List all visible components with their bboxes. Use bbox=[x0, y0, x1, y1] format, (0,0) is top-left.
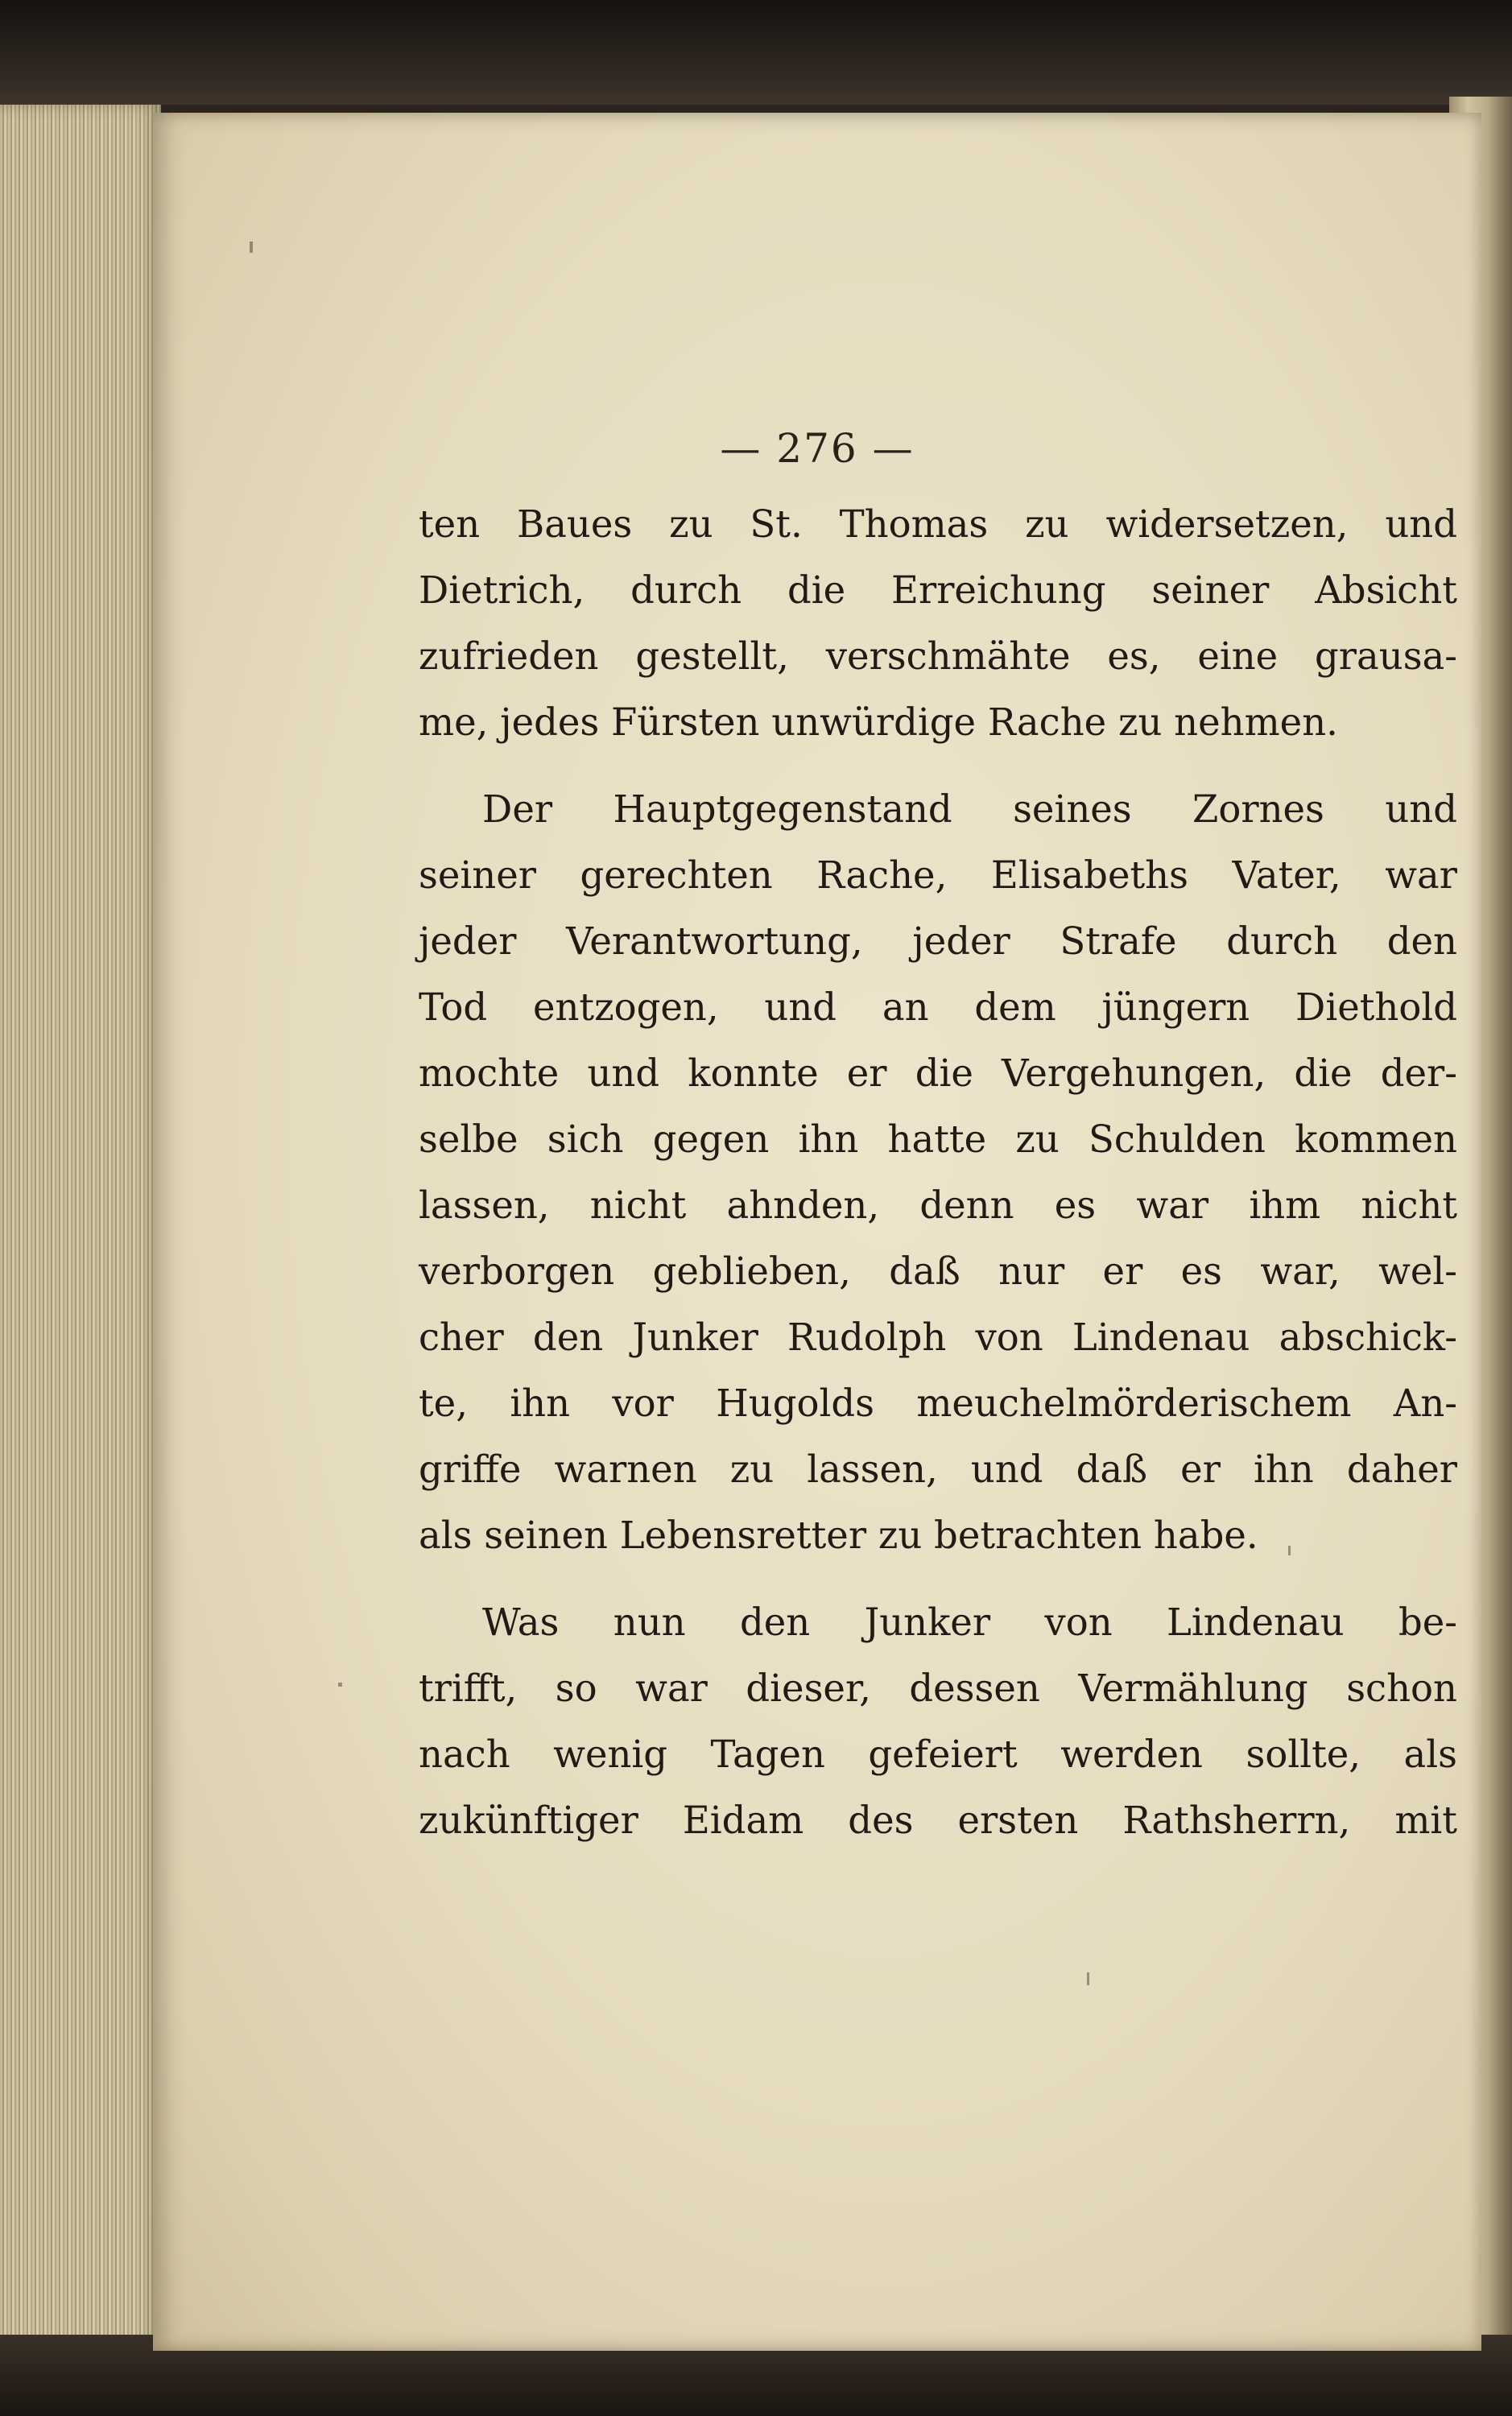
text-line: verborgen geblieben, daß nur er es war, wel- bbox=[419, 1249, 1457, 1293]
text-line: Tod entzogen, und an dem jüngern Diethold bbox=[419, 985, 1457, 1029]
text-line: zukünftiger Eidam des ersten Rathsherrn, mit bbox=[419, 1799, 1457, 1842]
paper-speck bbox=[1087, 1972, 1089, 1985]
text-line: trifft, so war dieser, dessen Vermählung schon bbox=[419, 1666, 1457, 1710]
book-cover-top bbox=[0, 0, 1512, 105]
text-line: selbe sich gegen ihn hatte zu Schulden kommen bbox=[419, 1117, 1457, 1161]
text-line: griffe warnen zu lassen, und daß er ihn daher bbox=[419, 1448, 1457, 1491]
paragraph-gap bbox=[419, 1568, 1457, 1589]
text-line: me, jedes Fürsten unwürdige Rache zu nehmen. bbox=[419, 700, 1338, 744]
text-line: zufrieden gestellt, verschmähte es, eine grausa- bbox=[419, 634, 1457, 678]
text-line: te, ihn vor Hugolds meuchelmörderischem An- bbox=[419, 1381, 1457, 1425]
page-number: — 276 — bbox=[720, 425, 915, 472]
text-line: Was nun den Junker von Lindenau be- bbox=[482, 1600, 1457, 1644]
text-line: als seinen Lebensretter zu betrachten habe. bbox=[419, 1514, 1258, 1557]
text-line: seiner gerechten Rache, Elisabeths Vater, war bbox=[419, 853, 1457, 897]
text-line: lassen, nicht ahnden, denn es war ihm nicht bbox=[419, 1183, 1457, 1227]
text-line: Dietrich, durch die Erreichung seiner Absicht bbox=[419, 568, 1457, 612]
text-line: cher den Junker Rudolph von Lindenau abschick- bbox=[419, 1315, 1457, 1359]
text-line: mochte und konnte er die Vergehungen, die der- bbox=[419, 1051, 1457, 1095]
paragraph-gap bbox=[419, 755, 1457, 776]
paper-speck bbox=[250, 242, 253, 253]
text-line: Der Hauptgegenstand seines Zornes und bbox=[482, 787, 1457, 831]
text-line: jeder Verantwortung, jeder Strafe durch den bbox=[419, 919, 1457, 963]
paper-speck bbox=[1288, 1546, 1291, 1555]
paper-speck bbox=[338, 1683, 342, 1687]
page-edges-left bbox=[0, 105, 161, 2351]
text-line: ten Baues zu St. Thomas zu widersetzen, und bbox=[419, 502, 1457, 546]
book-page bbox=[153, 113, 1481, 2351]
page-text bbox=[419, 491, 1457, 1853]
text-line: nach wenig Tagen gefeiert werden sollte, als bbox=[419, 1732, 1457, 1776]
